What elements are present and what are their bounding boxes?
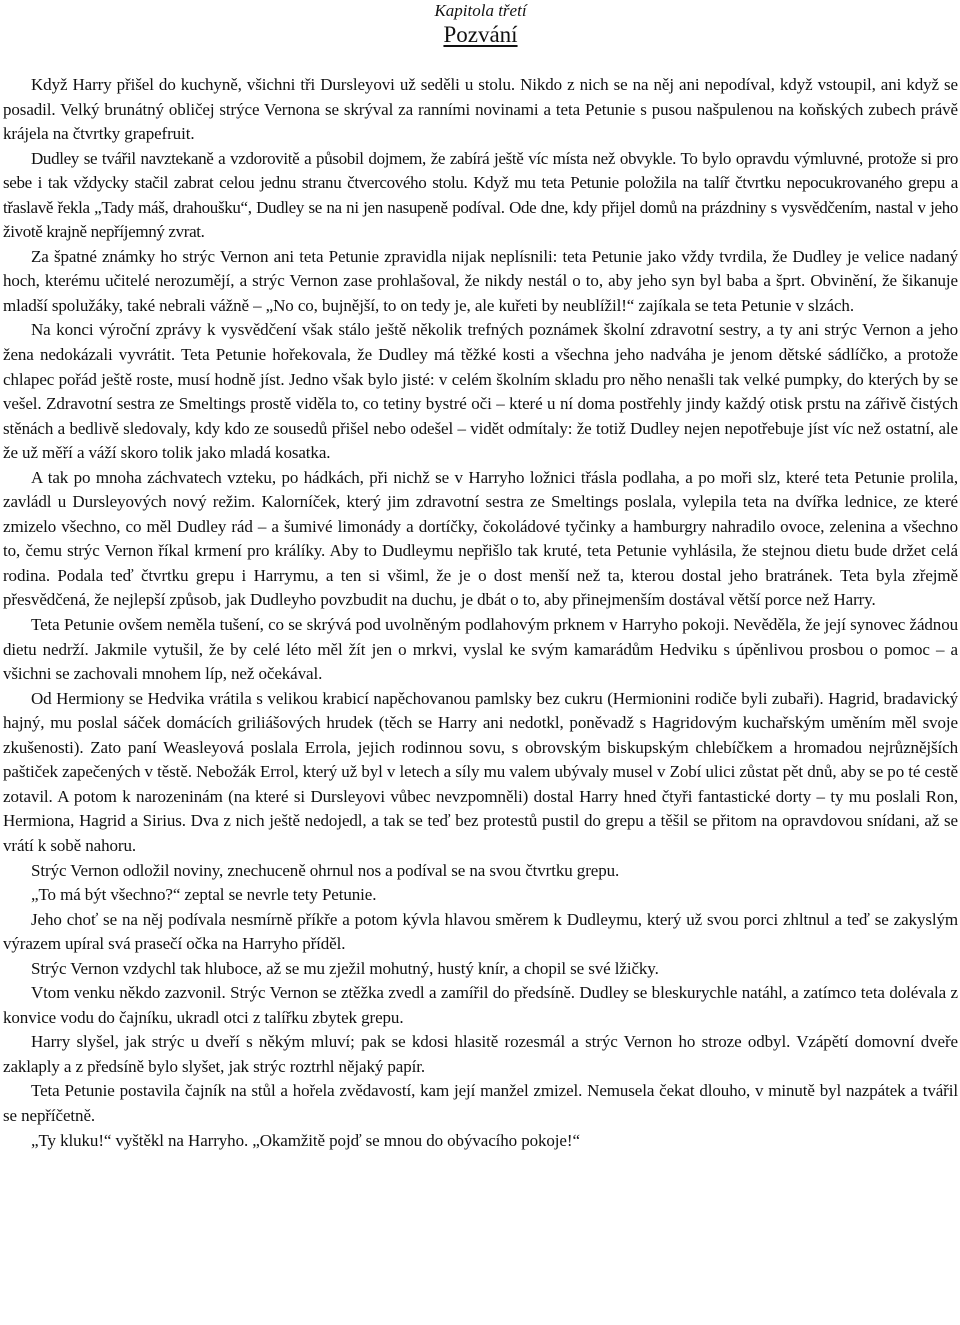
- paragraph-10: Jeho choť se na něj podívala nesmírně příkře a potom kývla hlavou směrem k Dudleymu, který už svou porci zhltnul a teď se zakyslým výrazem upíral svá prasečí očka na Harryho příděl.: [3, 909, 958, 954]
- chapter-title: Pozvání: [443, 22, 518, 47]
- paragraph-4: Na konci výroční zprávy k vysvědčení však stálo ještě několik trefných poznámek školní zdravotní sestry, a ty ani strýc Vernon a jeho žena nedokázali vyvrátit. Teta Petunie hořekovala, že Dudley má těžké kosti a všechna jeho nadváha je jenom dětské sádlíčko, a protože chlapec pořád ještě roste, musí hodně jíst. Jedno však bylo jisté: v celém školním skladu pro něho nenašli tak velké pumpky, do kterých by se vešel. Zdravotní sestra ze Smeltings prostě viděla to, co tetiny bystré oči – které u ní doma postřehly jindy každý otisk prstu na zářivě čistých stěnách a bedlivě sledovaly, kdy kdo ze sousedů přišel nebo odešel – vidět odmítaly: že totiž Dudley nejen nepotřebuje jíst víc než ostatní, ale že už měří a váží skoro tolik jako mladá kosatka.: [3, 320, 958, 463]
- paragraph-2: Dudley se tvářil navztekaně a vzdorovitě a působil dojmem, že zabírá ještě víc místa než obvykle. To bylo opravdu výmluvné, protože si pro sebe i tak vždycky stačil zabrat celou jednu stranu čtvercového stolu. Když mu teta Petunie položila na talíř čtvrtku nepocukrovaného grepu a třaslavě řekla „Tady máš, drahoušku“, Dudley se na ni jen nasupeně podíval. Ode dne, kdy přijel domů na prázdniny s vysvědčením, nastal v jeho životě krajně nepříjemný zvrat.: [3, 148, 958, 242]
- paragraph-5: A tak po mnoha záchvatech vzteku, po hádkách, při nichž se v Harryho ložnici třásla podlaha, a po moři slz, které teta Petunie prolila, zavládl u Dursleyových nový režim. Kalorníček, který jim zdravotní sestra ze Smeltings poslala, vylepila teta na dvířka lednice, ze které zmizelo všechno, co měl Dudley rád – a šumivé limonády a dortíčky, čokoládové tyčinky a hamburgry nahradilo ovoce, zelenina a všechno to, čemu strýc Vernon říkal krmení pro králíky. Aby to Dudleymu nepřišlo tak kruté, teta Petunie vyhlásila, že stejnou dietu bude držet celá rodina. Podala teď čtvrtku grepu i Harrymu, a ten si všiml, že je o dost menší než ta, kterou dostal jeho bratránek. Teta byla zřejmě přesvědčená, že nejlepší způsob, jak Dudleyho povzbudit na duchu, je dbát o to, aby přinejmenším dostával větší porce než Harry.: [3, 467, 958, 610]
- chapter-label: Kapitola třetí: [434, 1, 527, 20]
- paragraph-1: Když Harry přišel do kuchyně, všichni tři Dursleyovi už seděli u stolu. Nikdo z nich se na něj ani nepodíval, když vstoupil, ani když se posadil. Velký brunátný obličej strýce Vernona se skrýval za ranními novinami a teta Petunie s pusou našpulenou na koňských zubech právě krájela na čtvrtky grapefruit.: [3, 75, 958, 144]
- paragraph-6: Teta Petunie ovšem neměla tušení, co se skrývá pod uvolněným podlahovým prknem v Harryho pokoji. Nevěděla, že její synovec žádnou dietu nedrží. Jakmile vytušil, že by celé léto měl žít jen o mrkvi, vyslal ke svým kamarádům Hedviku s úpěnlivou prosbou o pomoc – a všichni se zachovali mnohem líp, než očekával.: [3, 615, 958, 684]
- paragraph-9: „To má být všechno?“ zeptal se nevrle tety Petunie.: [31, 885, 377, 905]
- paragraph-14: Teta Petunie postavila čajník na stůl a hořela zvědavostí, kam její manžel zmizel. Nemusela čekat dlouho, v minutě byl nazpátek a tvářil se nepříčetně.: [3, 1081, 958, 1125]
- paragraph-13: Harry slyšel, jak strýc u dveří s někým mluví; pak se kdosi hlasitě rozesmál a strýc Vernon ho stroze odbyl. Vzápětí domovní dveře zaklaply a z předsíně bylo slyšet, jak strýc roztrhl nějaký papír.: [3, 1032, 958, 1076]
- paragraph-12: Vtom venku někdo zazvonil. Strýc Vernon se ztěžka zvedl a zamířil do předsíně. Dudley se bleskurychle natáhl, a zatímco teta dolévala z konvice vodu do čajníku, ukradl otci z talířku zbytek grepu.: [3, 983, 958, 1027]
- paragraph-7: Od Hermiony se Hedvika vrátila s velikou krabicí napěchovanou pamlsky bez cukru (Hermionini rodiče byli zubaři). Hagrid, bradavický hajný, mu poslal sáček domácích griliášových hrudek (těch se Harry ani nedotkl, poněvadž s Hagridovým kuchařským uměním měl svoje zkušenosti). Zato paní Weasleyová poslala Errola, jejich rodinnou sovu, s obrovským biskupským chlebíčkem a hromadou nejrůznějších paštiček zapečených v těstě. Nebožák Errol, který už byl v letech a síly mu valem ubývaly musel v Zobí ulici zůstat pět dnů, aby se po té cestě zotavil. A potom k narozeninám (na které si Dursleyovi vůbec nevzpomněli) dostal Harry hned čtyři fantastické dorty – ty mu poslali Ron, Hermiona, Hagrid a Sirius. Dva z nich ještě nedojedl, a tak se teď bez protestů pustil do grepu a těšil se přitom na opravdovou snídani, až se vrátí k sobě nahoru.: [3, 688, 958, 855]
- paragraph-8: Strýc Vernon odložil noviny, znechuceně ohrnul nos a podíval se na svou čtvrtku grepu.: [31, 860, 620, 880]
- document-page: [3, 0, 958, 1153]
- paragraph-11: Strýc Vernon vzdychl tak hluboce, až se mu zježil mohutný, hustý knír, a chopil se své lžičky.: [31, 958, 659, 978]
- chapter-body: [3, 73, 958, 1153]
- paragraph-3: Za špatné známky ho strýc Vernon ani teta Petunie zpravidla nijak neplísnili: teta Petunie jako vždy tvrdila, že Dudley je velice nadaný hoch, kterému učitelé nerozumějí, a strýc Vernon zase prohlašoval, že nikdy nestál o to, aby jeho syn byl baba a šprt. Obvinění, že šikanuje mladší spolužáky, také nebrali vážně – „No co, bujnější, to on tedy je, ale kuřeti by neublížil!“ zajíkala se teta Petunie v slzách.: [3, 246, 958, 315]
- paragraph-15: „Ty kluku!“ vyštěkl na Harryho. „Okamžitě pojď se mnou do obývacího pokoje!“: [31, 1130, 580, 1150]
